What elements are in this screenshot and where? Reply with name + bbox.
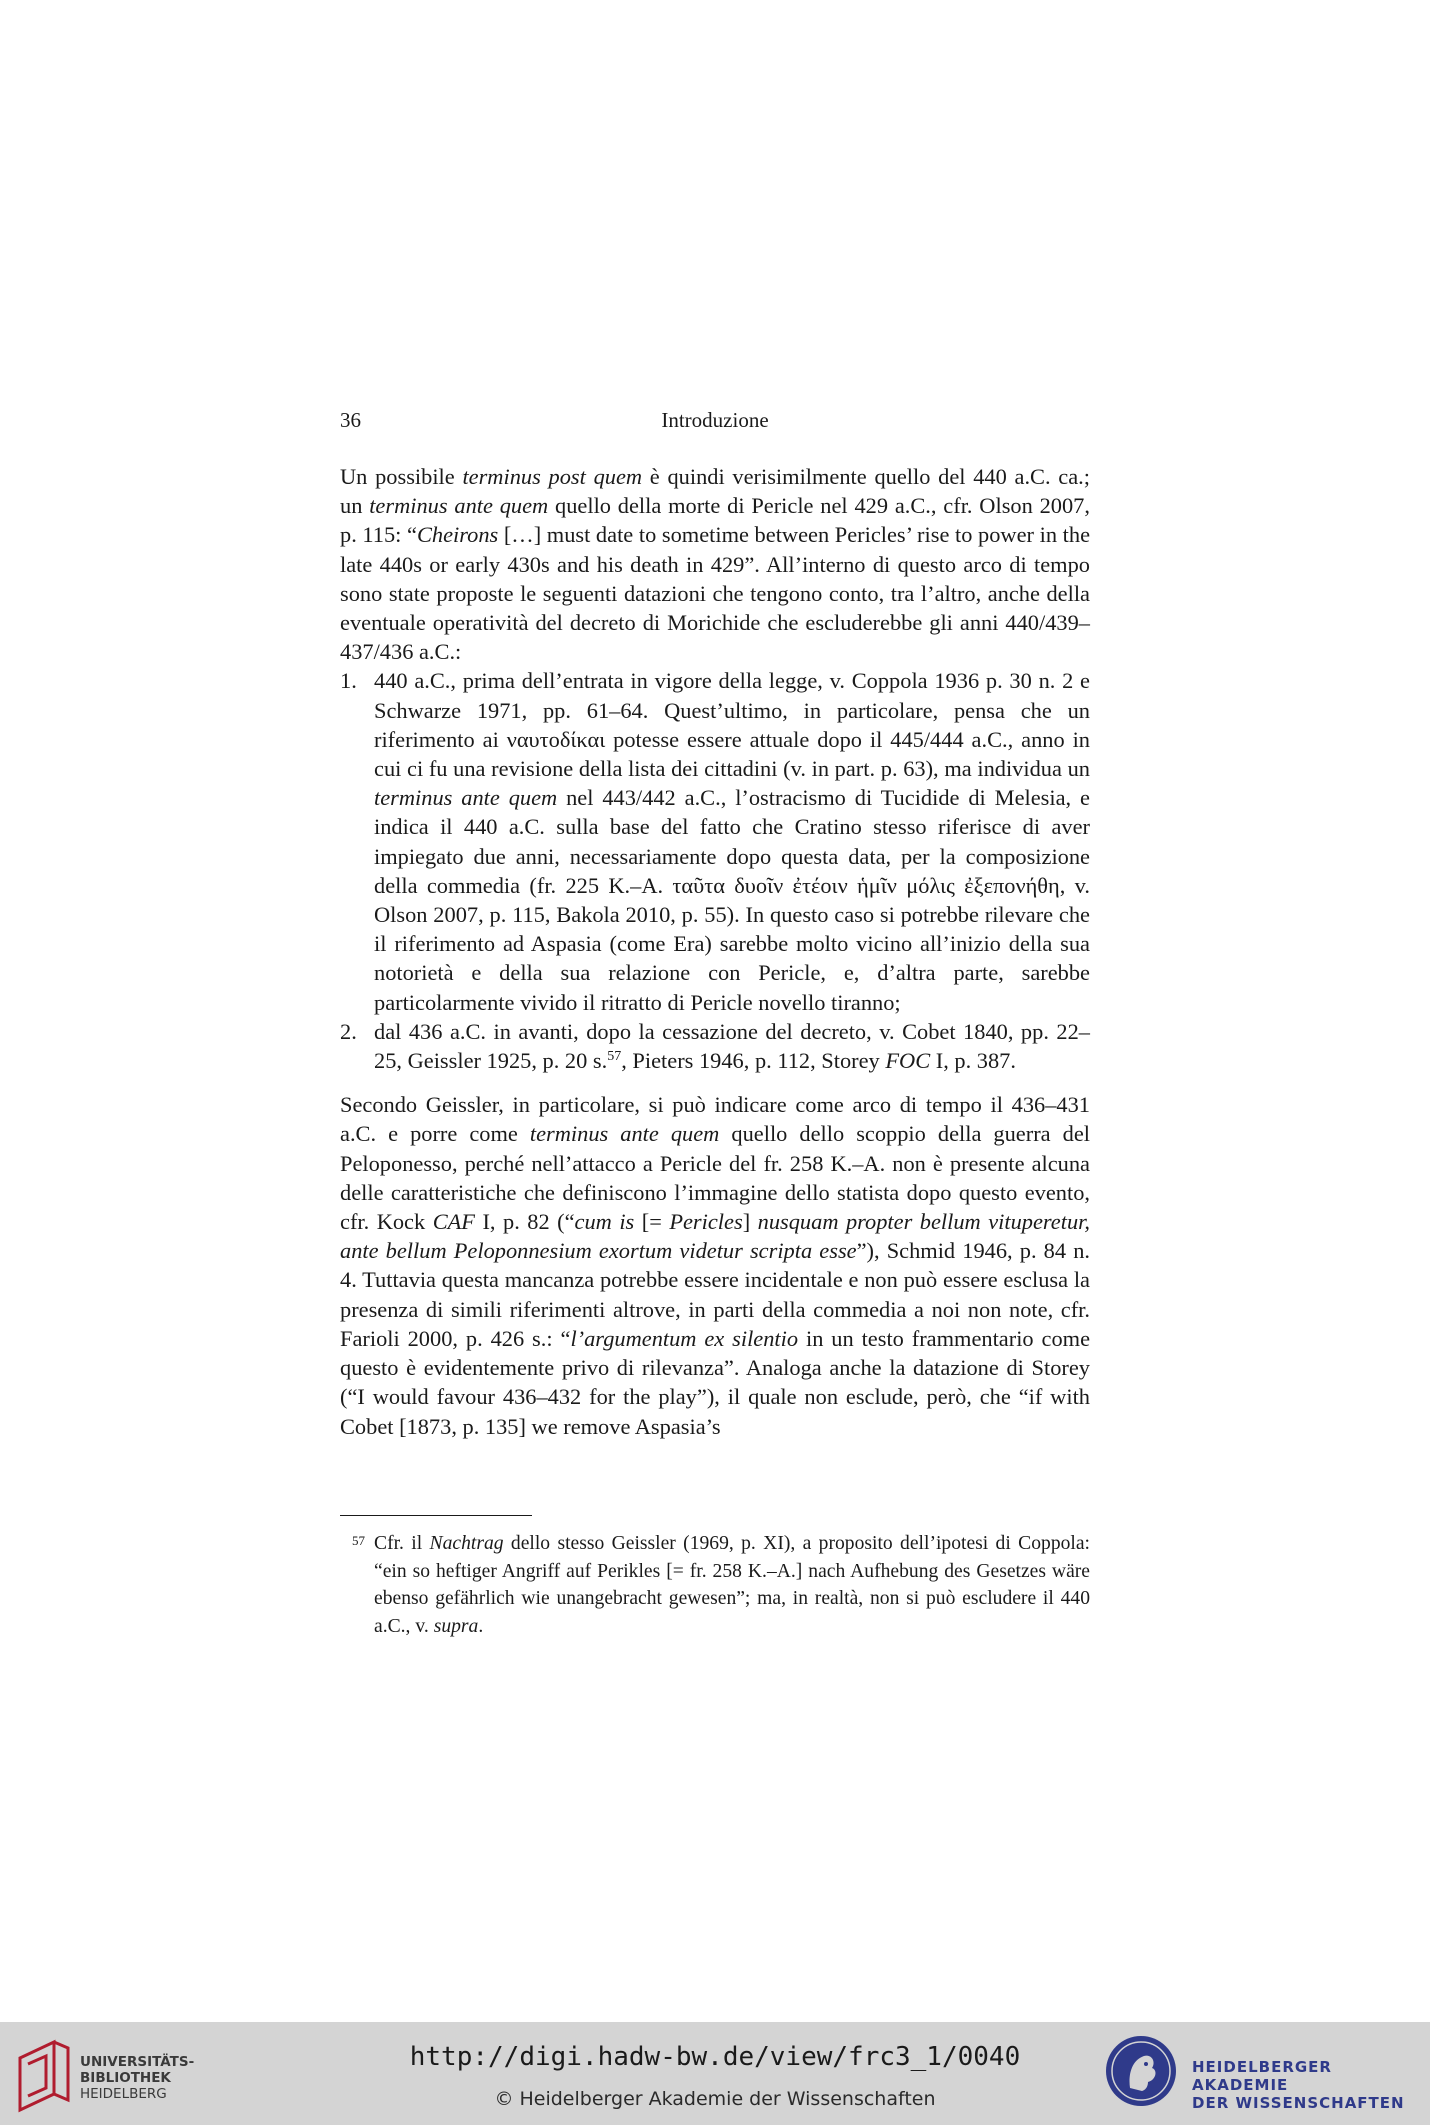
text-run: I, p. 82 (“ xyxy=(474,1209,575,1235)
italic-run: FOC xyxy=(885,1048,931,1074)
paragraph-1 xyxy=(340,462,1090,666)
text-run: I, p. 387. xyxy=(930,1048,1016,1074)
page-number: 36 xyxy=(340,408,361,432)
italic-run: Pericles xyxy=(669,1209,743,1235)
footnote-57 xyxy=(340,1530,1090,1640)
text-run: ”), Schmid 1946, p. 84 n. 4. Tuttavia questa mancanza potrebbe essere incidentale e non può essere esclusa la presenza di simili riferimenti altrove, in parti della commedia a noi non note, cfr. Farioli 2000, p. 426 s.: “ xyxy=(340,1238,1090,1351)
logo-text-line: UNIVERSITÄTS- xyxy=(80,2054,195,2070)
text-run: in un testo frammentario come questo è evidentemente privo di rilevanza”. Analoga anche la datazione di Storey (“I would favour 436–432 for the play”), il quale non esclude, però, che “if with Cobet [1873, p. 135] we remove Aspasia’s xyxy=(340,1325,1091,1439)
list-item xyxy=(340,1017,1090,1075)
italic-run: terminus post quem xyxy=(462,464,643,489)
digitization-footer xyxy=(0,2022,1430,2125)
italic-run: l’argumentum ex silentio xyxy=(570,1325,799,1351)
text-run: […] must date to sometime between Pericles’ rise to power in the late 440s or early 430s and his death in 429”. All’interno di questo arco di tempo sono state proposte le seguenti datazioni che tengono conto, tra l’altro, anche della eventuale operatività del decreto di Morichide che escluderebbe gli anni 440/439–437/436 a.C.: xyxy=(340,522,1091,665)
text-run: . xyxy=(478,1615,484,1637)
italic-run: supra xyxy=(433,1615,479,1637)
text-run: è quindi verisimilmente quello del 440 a.C. ca.; un xyxy=(340,464,1090,519)
text-run: 440 a.C., prima dell’entrata in vigore della legge, v. Coppola 1936 p. 30 n. 2 e Schwarze 1971, pp. 61–64. Quest’ultimo, in particolare, pensa che un riferimento ai ναυτοδίκαι potesse essere attuale dopo il 445/444 a.C., anno in cui ci fu una revisione della lista dei cittadini (v. in part. p. 63), ma individua un xyxy=(374,668,1090,782)
text-run: nel 443/442 a.C., l’ostracismo di Tucidide di Melesia, e indica il 440 a.C. sulla base del fatto che Cratino stesso riferisce di aver impiegato due anni, necessariamente dopo questa data, per la composizione della commedia (fr. 225 K.–A. ταῦτα δυοῖν ἐτέοιν ἡμῖν μόλις ἐξεπονήθη, v. Olson 2007, p. 115, Bakola 2010, p. 55). In questo caso si potrebbe rilevare che il riferimento ad Aspasia (come Era) sarebbe molto vicino all’inizio della sua notorietà e della sua relazione con Pericle, e, d’altra parte, sarebbe particolarmente vivido il ritratto di Pericle novello tiranno; xyxy=(374,785,1090,1015)
copyright-notice: © Heidelberger Akademie der Wissenschaften xyxy=(494,2088,936,2110)
italic-run: nusquam propter bellum vituperetur, ante bellum Peloponnesium exortum videtur scripta esse xyxy=(340,1209,1090,1264)
paragraph-2 xyxy=(340,1090,1090,1440)
permalink-url[interactable]: http://digi.hadw-bw.de/view/frc3_1/0040 xyxy=(409,2042,1021,2072)
text-run: dal 436 a.C. in avanti, dopo la cessazione del decreto, v. Cobet 1840, pp. 22–25, Geissler 1925, p. 20 s. xyxy=(374,1018,1090,1074)
text-run: [= xyxy=(634,1209,670,1235)
list-marker: 1. xyxy=(340,668,357,694)
italic-run: Cheirons xyxy=(416,522,499,548)
text-run: dello stesso Geissler (1969, p. XI), a proposito dell’ipotesi di Coppola: “ein so heftiger Angriff auf Perikles [= fr. 258 K.–A.] nach Aufhebung des Gesetzes wäre ebenso gefährlich wie unangebracht gewesen”; ma, in realtà, non si può escludere il 440 a.C., v. xyxy=(374,1533,1090,1637)
italic-run: terminus ante quem xyxy=(369,493,549,519)
footnote-ref: 57 xyxy=(607,1049,622,1065)
logo-text-line: BIBLIOTHEK xyxy=(80,2070,171,2086)
logo-text-line: DER WISSENSCHAFTEN xyxy=(1192,2094,1405,2112)
italic-run: terminus ante quem xyxy=(374,785,558,811)
text-run: Secondo Geissler, in particolare, si può indicare come arco di tempo il 436–431 a.C. e porre come xyxy=(340,1092,1090,1147)
list-item xyxy=(340,666,1090,1016)
running-title: Introduzione xyxy=(661,408,769,432)
academy-seal-icon xyxy=(1104,2034,1178,2108)
text-run: ] xyxy=(742,1209,758,1235)
text-run: Un possibile xyxy=(340,464,463,489)
text-run: quello dello scoppio della guerra del Peloponesso, perché nell’attacco a Pericle del fr. 258 K.–A. non è presente alcuna delle caratteristiche che definiscono l’immagine dello statista dopo questo evento, cfr. Kock xyxy=(340,1121,1090,1235)
running-header xyxy=(340,408,1090,438)
italic-run: Nachtrag xyxy=(429,1533,504,1554)
logo-text-line: HEIDELBERGER AKADEMIE xyxy=(1192,2058,1332,2094)
main-text xyxy=(340,462,1090,1441)
italic-run: cum is xyxy=(574,1209,635,1235)
italic-run: terminus ante quem xyxy=(529,1121,720,1147)
academy-name xyxy=(1192,2058,1430,2112)
italic-run: CAF xyxy=(432,1209,475,1235)
footnote-divider xyxy=(340,1515,532,1516)
list-marker: 2. xyxy=(340,1018,357,1044)
text-run: Cfr. il xyxy=(374,1533,430,1554)
logo-text-line: HEIDELBERG xyxy=(80,2086,167,2102)
dating-list xyxy=(340,666,1090,1075)
text-run: , Pieters 1946, p. 112, Storey xyxy=(621,1048,886,1074)
footnote-number: 57 xyxy=(352,1533,365,1548)
text-run: quello della morte di Pericle nel 429 a.C., cfr. Olson 2007, p. 115: “ xyxy=(340,493,1090,548)
footnote-text xyxy=(340,1530,1090,1640)
